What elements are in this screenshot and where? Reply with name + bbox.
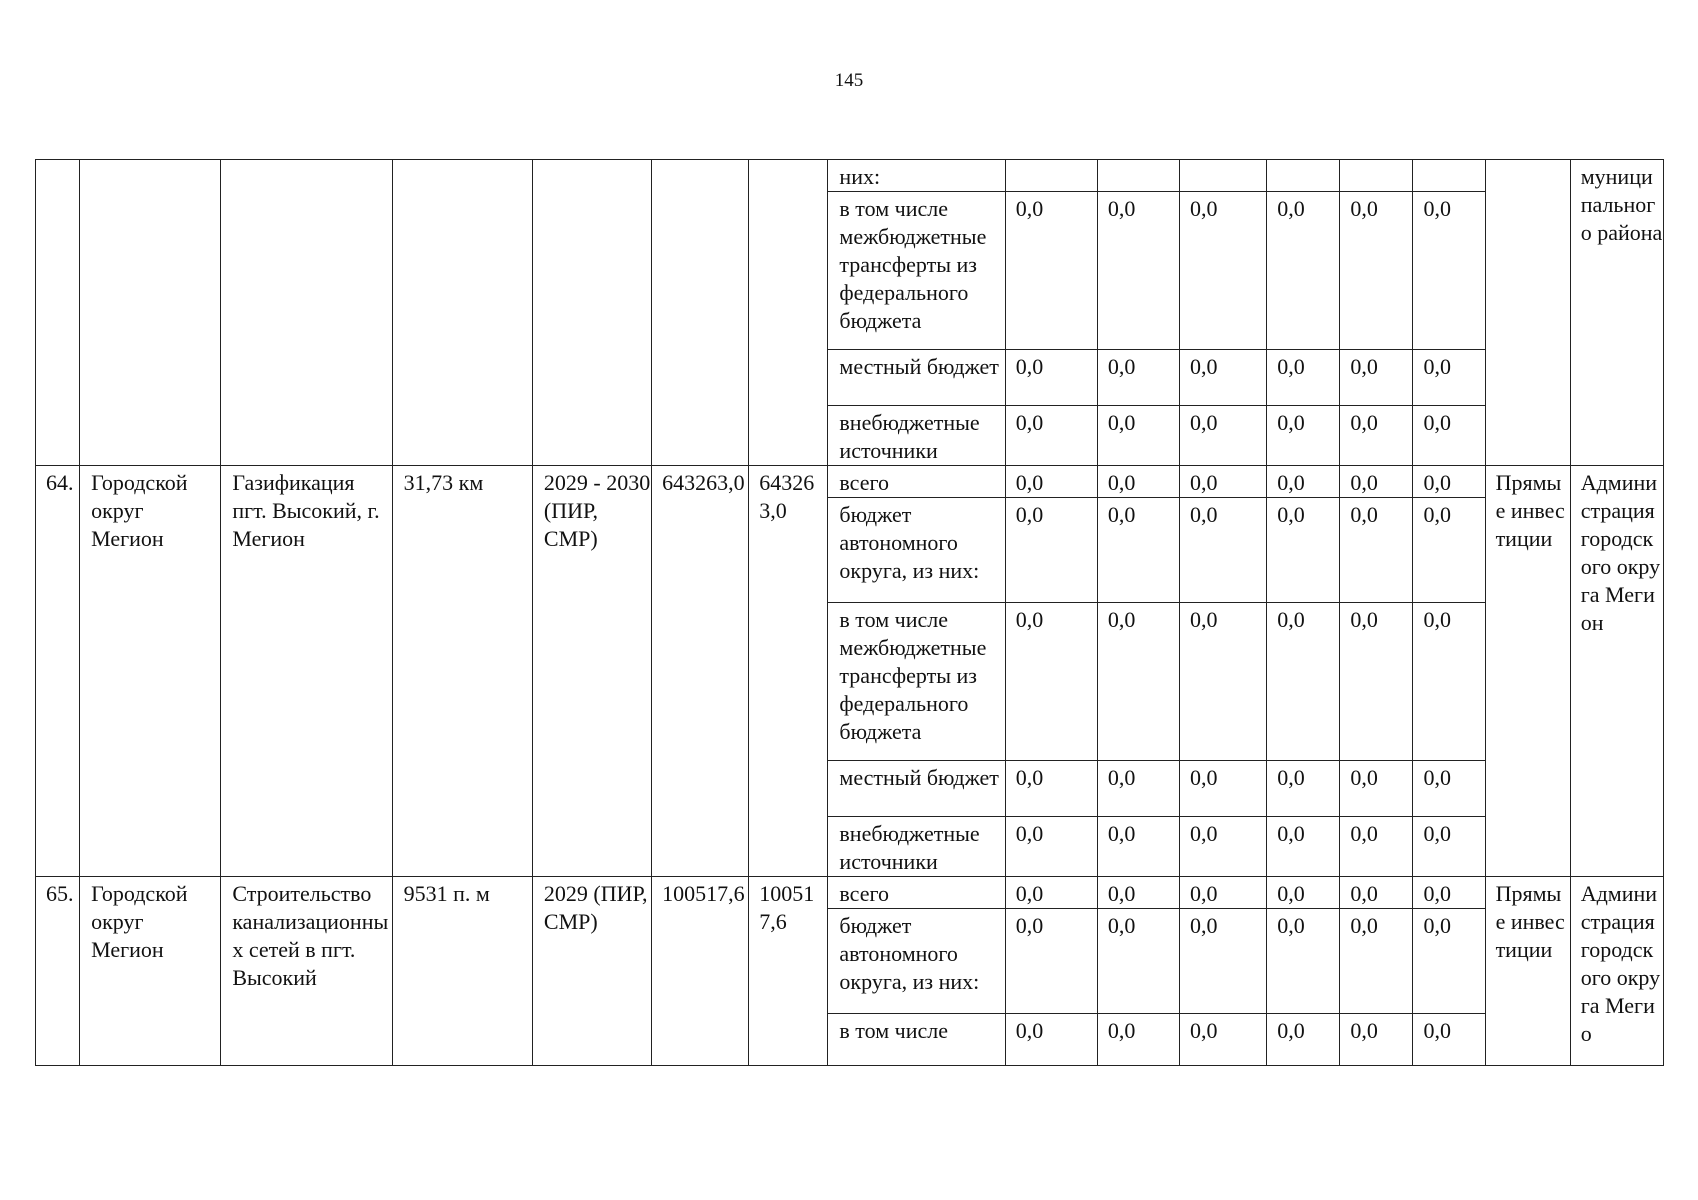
amount-cell: 0,0 — [1005, 192, 1097, 350]
amount-cell: 0,0 — [1180, 192, 1267, 350]
empty-cell — [1485, 160, 1570, 466]
municipality-cell: Городской округ Мегион — [80, 877, 221, 1066]
remaining-cost-cell: 100517,6 — [749, 877, 828, 1066]
amount-cell: 0,0 — [1180, 909, 1267, 1014]
amount-cell: 0,0 — [1097, 192, 1179, 350]
amount-cell: 0,0 — [1005, 466, 1097, 498]
amount-cell: 0,0 — [1097, 1014, 1179, 1066]
amount-cell: 0,0 — [1413, 877, 1485, 909]
funding-source-cell: внебюджетные источники — [828, 406, 1005, 466]
municipality-cell: Городской округ Мегион — [80, 466, 221, 877]
amount-cell: 0,0 — [1413, 909, 1485, 1014]
amount-cell: 0,0 — [1340, 406, 1413, 466]
amount-cell: 0,0 — [1267, 498, 1340, 603]
amount-cell: 0,0 — [1267, 877, 1340, 909]
investment-table — [35, 159, 1664, 1066]
amount-cell: 0,0 — [1267, 350, 1340, 406]
funding-source-cell: в том числе межбюджетные трансферты из федерального бюджета — [828, 603, 1005, 761]
amount-cell: 0,0 — [1097, 498, 1179, 603]
table-row — [36, 466, 1664, 498]
amount-cell: 0,0 — [1005, 350, 1097, 406]
amount-cell: 0,0 — [1340, 192, 1413, 350]
amount-cell: 0,0 — [1005, 603, 1097, 761]
amount-cell: 0,0 — [1340, 1014, 1413, 1066]
amount-cell — [1180, 160, 1267, 192]
amount-cell: 0,0 — [1180, 1014, 1267, 1066]
amount-cell: 0,0 — [1180, 817, 1267, 877]
amount-cell: 0,0 — [1180, 877, 1267, 909]
amount-cell: 0,0 — [1180, 466, 1267, 498]
amount-cell: 0,0 — [1267, 761, 1340, 817]
amount-cell: 0,0 — [1340, 909, 1413, 1014]
empty-cell — [532, 160, 651, 466]
amount-cell: 0,0 — [1340, 877, 1413, 909]
amount-cell: 0,0 — [1413, 406, 1485, 466]
amount-cell: 0,0 — [1005, 1014, 1097, 1066]
table-row — [36, 160, 1664, 192]
empty-cell — [652, 160, 749, 466]
amount-cell: 0,0 — [1005, 909, 1097, 1014]
amount-cell: 0,0 — [1413, 350, 1485, 406]
amount-cell: 0,0 — [1180, 603, 1267, 761]
period-cell: 2029 (ПИР, СМР) — [532, 877, 651, 1066]
amount-cell: 0,0 — [1005, 498, 1097, 603]
funding-source-cell: местный бюджет — [828, 350, 1005, 406]
funding-source-cell: в том числе — [828, 1014, 1005, 1066]
responsible-cell: муниципального района — [1570, 160, 1663, 466]
amount-cell: 0,0 — [1180, 761, 1267, 817]
amount-cell: 0,0 — [1340, 761, 1413, 817]
row-number-cell: 65. — [36, 877, 80, 1066]
amount-cell: 0,0 — [1413, 817, 1485, 877]
row-number-cell: 64. — [36, 466, 80, 877]
funding-source-cell: всего — [828, 466, 1005, 498]
amount-cell: 0,0 — [1097, 466, 1179, 498]
amount-cell: 0,0 — [1005, 877, 1097, 909]
total-cost-cell: 100517,6 — [652, 877, 749, 1066]
amount-cell: 0,0 — [1097, 350, 1179, 406]
funding-source-cell: местный бюджет — [828, 761, 1005, 817]
investment-form-cell: Прямые инвестиции — [1485, 466, 1570, 877]
empty-cell — [80, 160, 221, 466]
amount-cell: 0,0 — [1097, 877, 1179, 909]
empty-cell — [221, 160, 392, 466]
responsible-cell: Администрация городского округа Мегион — [1570, 466, 1663, 877]
funding-source-cell: бюджет автономного округа, из них: — [828, 498, 1005, 603]
period-cell: 2029 - 2030 (ПИР, СМР) — [532, 466, 651, 877]
amount-cell: 0,0 — [1413, 1014, 1485, 1066]
amount-cell: 0,0 — [1267, 817, 1340, 877]
amount-cell: 0,0 — [1097, 817, 1179, 877]
funding-source-cell: них: — [828, 160, 1005, 192]
amount-cell: 0,0 — [1413, 466, 1485, 498]
responsible-cell: Администрация городского округа Мегио — [1570, 877, 1663, 1066]
amount-cell: 0,0 — [1097, 909, 1179, 1014]
funding-source-cell: в том числе межбюджетные трансферты из федерального бюджета — [828, 192, 1005, 350]
amount-cell: 0,0 — [1097, 406, 1179, 466]
funding-source-cell: всего — [828, 877, 1005, 909]
amount-cell: 0,0 — [1097, 603, 1179, 761]
amount-cell: 0,0 — [1413, 498, 1485, 603]
amount-cell: 0,0 — [1413, 603, 1485, 761]
amount-cell: 0,0 — [1097, 761, 1179, 817]
amount-cell: 0,0 — [1267, 192, 1340, 350]
amount-cell: 0,0 — [1413, 761, 1485, 817]
amount-cell: 0,0 — [1180, 498, 1267, 603]
amount-cell — [1340, 160, 1413, 192]
amount-cell: 0,0 — [1005, 406, 1097, 466]
empty-cell — [749, 160, 828, 466]
amount-cell: 0,0 — [1267, 603, 1340, 761]
empty-cell — [36, 160, 80, 466]
investment-form-cell: Прямые инвестиции — [1485, 877, 1570, 1066]
project-name-cell: Строительство канализационных сетей в пгт. Высокий — [221, 877, 392, 1066]
amount-cell: 0,0 — [1340, 817, 1413, 877]
amount-cell: 0,0 — [1340, 466, 1413, 498]
amount-cell: 0,0 — [1180, 406, 1267, 466]
amount-cell: 0,0 — [1005, 761, 1097, 817]
funding-source-cell: внебюджетные источники — [828, 817, 1005, 877]
amount-cell: 0,0 — [1413, 192, 1485, 350]
amount-cell — [1413, 160, 1485, 192]
amount-cell: 0,0 — [1267, 466, 1340, 498]
empty-cell — [392, 160, 532, 466]
amount-cell — [1005, 160, 1097, 192]
amount-cell: 0,0 — [1340, 350, 1413, 406]
table-row — [36, 877, 1664, 909]
funding-source-cell: бюджет автономного округа, из них: — [828, 909, 1005, 1014]
amount-cell: 0,0 — [1005, 817, 1097, 877]
page-number: 145 — [834, 70, 864, 91]
remaining-cost-cell: 643263,0 — [749, 466, 828, 877]
amount-cell: 0,0 — [1267, 909, 1340, 1014]
amount-cell: 0,0 — [1267, 1014, 1340, 1066]
total-cost-cell: 643263,0 — [652, 466, 749, 877]
amount-cell — [1097, 160, 1179, 192]
amount-cell — [1267, 160, 1340, 192]
amount-cell: 0,0 — [1267, 406, 1340, 466]
capacity-cell: 9531 п. м — [392, 877, 532, 1066]
amount-cell: 0,0 — [1340, 498, 1413, 603]
amount-cell: 0,0 — [1340, 603, 1413, 761]
capacity-cell: 31,73 км — [392, 466, 532, 877]
project-name-cell: Газификация пгт. Высокий, г. Мегион — [221, 466, 392, 877]
amount-cell: 0,0 — [1180, 350, 1267, 406]
